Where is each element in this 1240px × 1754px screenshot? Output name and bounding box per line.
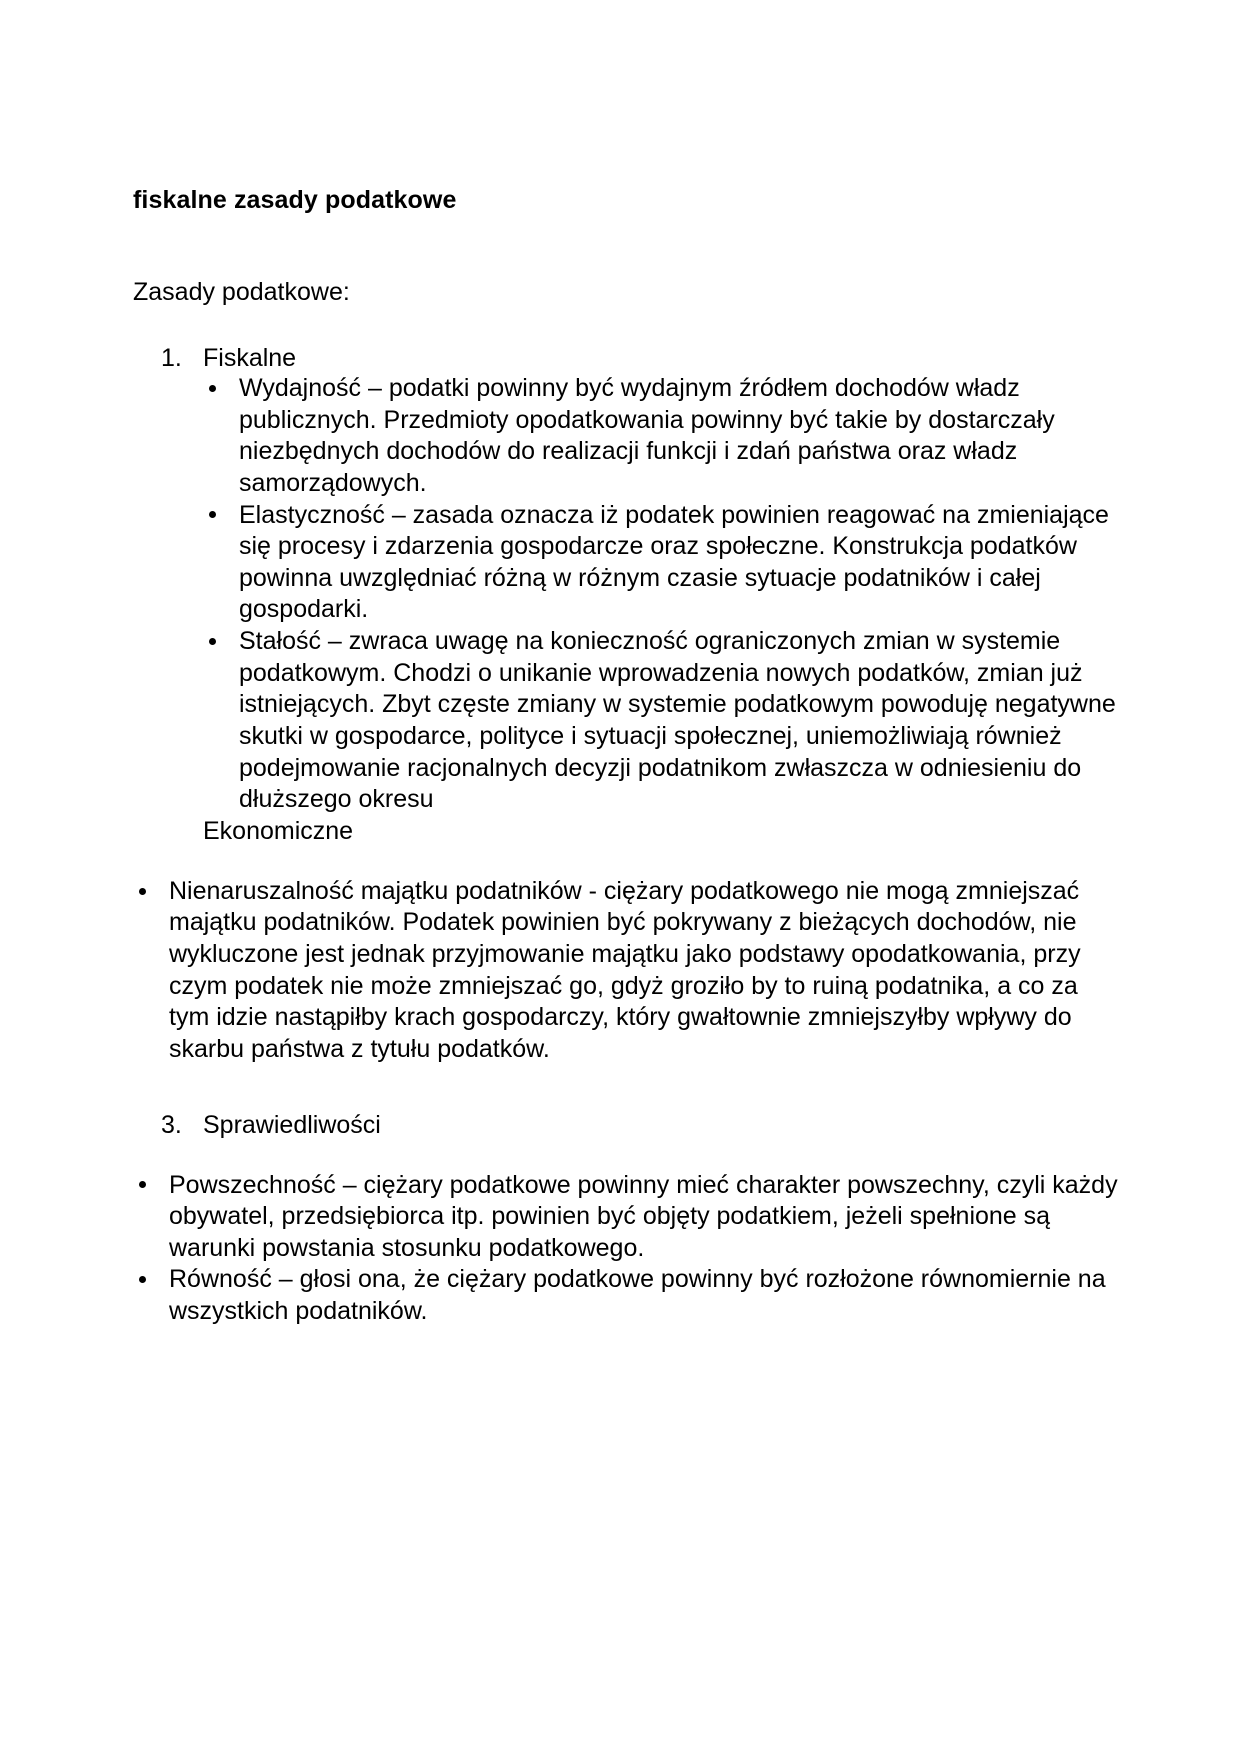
bullet-icon bbox=[209, 638, 216, 645]
bullet-icon bbox=[139, 888, 146, 895]
spacer bbox=[133, 846, 1120, 876]
list-item-sprawiedliwosci bbox=[133, 1110, 1120, 1140]
bullet-icon bbox=[139, 1181, 146, 1188]
bullet-list-sprawiedliwosci bbox=[133, 1170, 1120, 1328]
section-heading-ekonomiczne: Ekonomiczne bbox=[203, 816, 354, 845]
bullet-text: Wydajność – podatki powinny być wydajnym źródłem dochodów władz publicznych. Przedmioty opodatkowania powinny być takie by dostarczały niezbędnych dochodów do realizacji funkcji i zdań państwa oraz władz samorządowych. bbox=[239, 374, 1055, 497]
list-item-fiskalne bbox=[133, 343, 1120, 846]
bullet-text: Równość – głosi ona, że ciężary podatkowe powinny być rozłożone równomiernie na wszystkich podatników. bbox=[169, 1265, 1106, 1325]
intro-paragraph: Zasady podatkowe: bbox=[133, 278, 350, 306]
numbered-list-sprawiedliwosci bbox=[133, 1110, 1120, 1140]
bullet-text: Elastyczność – zasada oznacza iż podatek powinien reagować na zmieniające się procesy i zdarzenia gospodarcze oraz społeczne. Konstrukcja podatków powinna uwzględniać różną w różnym czasie sytuacje podatników i całej gospodarki. bbox=[239, 500, 1109, 624]
bullet-icon bbox=[209, 511, 216, 518]
list-item bbox=[203, 373, 1120, 500]
bullet-text: Powszechność – ciężary podatkowe powinny mieć charakter powszechny, czyli każdy obywatel, przedsiębiorca itp. powinien być objęty podatkiem, jeżeli spełnione są warunki powstania stosunku podatkowego. bbox=[169, 1170, 1118, 1262]
list-number-marker: 1. bbox=[161, 344, 182, 372]
list-item bbox=[133, 876, 1120, 1066]
section-heading-sprawiedliwosci: Sprawiedliwości bbox=[203, 1110, 381, 1139]
spacer bbox=[133, 1066, 1120, 1110]
list-item bbox=[203, 500, 1120, 627]
list-number-marker: 3. bbox=[161, 1110, 182, 1139]
list-item bbox=[203, 626, 1120, 816]
bullet-text: Stałość – zwraca uwagę na konieczność ograniczonych zmian w systemie podatkowym. Chodzi o unikanie wprowadzenia nowych podatków, zmian już istniejących. Zbyt częste zmiany w systemie podatkowym powoduję negatywne skutki w gospodarce, polityce i sytuacji społecznej, uniemożliwiają również podejmowanie racjonalnych decyzji podatnikom zwłaszcza w odniesieniu do dłuższego okresu bbox=[239, 627, 1116, 814]
section-heading-fiskalne: Fiskalne bbox=[203, 344, 297, 372]
bullet-icon bbox=[139, 1276, 146, 1283]
spacer bbox=[133, 1140, 1120, 1170]
bullet-list-fiskalne bbox=[203, 373, 1120, 816]
bullet-list-ekonomiczne bbox=[133, 876, 1120, 1066]
bullet-icon bbox=[209, 385, 216, 392]
bullet-text: Nienaruszalność majątku podatników - ciężary podatkowego nie mogą zmniejszać majątku podatników. Podatek powinien być pokrywany z bieżących dochodów, nie wykluczone jest jednak przyjmowanie majątku jako podstawy opodatkowania, przy czym podatek nie może zmniejszać go, gdyż groziło by to ruiną podatnika, a co za tym idzie nastąpiłby krach gospodarczy, który gwałtownie zmniejszyłby wpływy do skarbu państwa z tytułu podatków. bbox=[169, 876, 1081, 1063]
list-item bbox=[133, 1170, 1120, 1265]
page-title: fiskalne zasady podatkowe bbox=[133, 186, 457, 214]
numbered-list-fiskalne bbox=[133, 343, 1120, 846]
list-item bbox=[133, 1264, 1120, 1327]
